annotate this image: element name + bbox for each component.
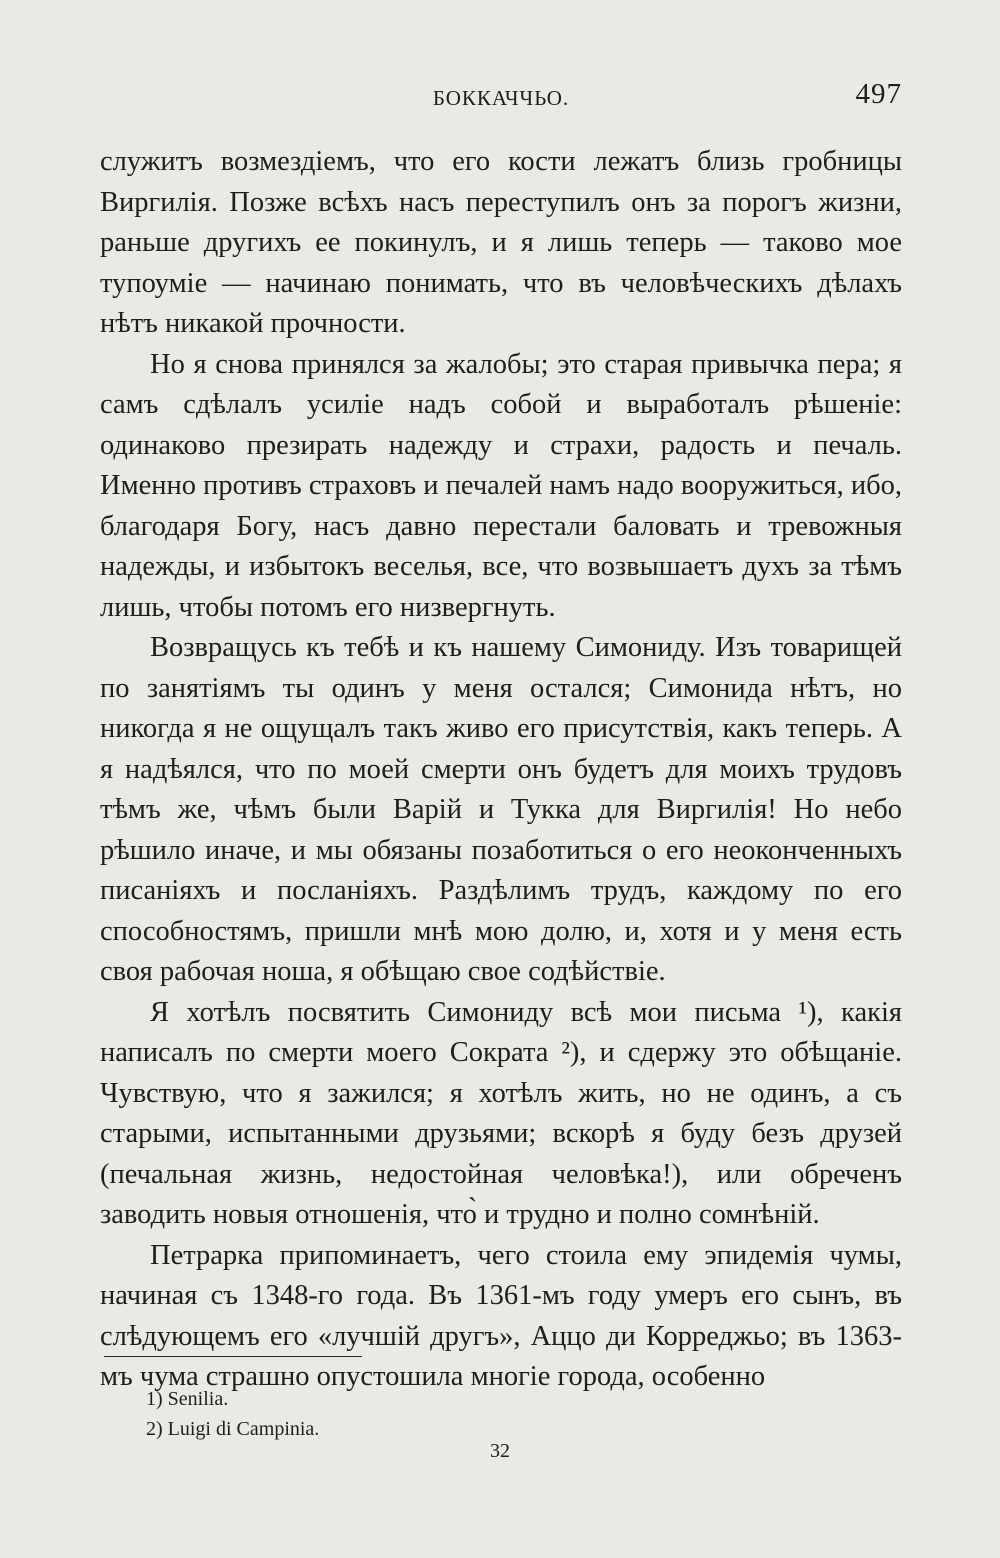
paragraph: Петрарка припоминаетъ, чего стоила ему эпидемія чумы, начиная съ 1348-го года. Въ 1361-мъ году умеръ его сынъ, въ слѣдующемъ его «лучшій другъ», Аццо ди Корреджьо; въ 1363-мъ чума страшно опустошила многіе города, особенно [100, 1239, 902, 1392]
page-number: 497 [855, 78, 902, 110]
paragraph: Но я снова принялся за жалобы; это старая привычка пера; я самъ сдѣлалъ усиліе надъ собой и выработалъ рѣшеніе: одинаково презирать надежду и страхи, радость и печаль. Именно противъ страховъ и печалей намъ надо вооружиться, ибо, благодаря Богу, насъ давно перестали баловать и тревожныя надежды, и избытокъ веселья, все, что возвышаетъ духъ за тѣмъ лишь, чтобы потомъ его низвергнуть. [100, 348, 902, 623]
running-head [100, 78, 902, 118]
footnote: 2) Luigi di Campinia. [146, 1418, 320, 1440]
paragraph: Я хотѣлъ посвятить Симониду всѣ мои письма ¹), какія написалъ по смерти моего Сократа ²), и сдержу это обѣщаніе. Чувствую, что я зажился; я хотѣлъ жить, но не одинъ, а съ старыми, испытанными друзьями; вскорѣ я буду безъ друзей (печальная жизнь, недостойная человѣка!), или обреченъ заводить новыя отношенія, что̀ и трудно и полно сомнѣній. [100, 996, 902, 1230]
body-text [100, 142, 902, 1398]
running-title: БОККАЧЧЬО. [432, 86, 570, 110]
paragraph-continued: служитъ возмездіемъ, что его кости лежатъ близь гробницы Виргилія. Позже всѣхъ насъ переступилъ онъ за порогъ жизни, раньше другихъ ее покинулъ, и я лишь теперь — таково мое тупоуміе — начинаю понимать, что въ человѣческихъ дѣлахъ нѣтъ никакой прочности. [100, 146, 902, 339]
footnotes [146, 1384, 746, 1444]
footnote-divider [104, 1356, 362, 1357]
printer-signature: 32 [490, 1440, 510, 1462]
footnote: 1) Senilia. [146, 1388, 229, 1410]
paragraph: Возвращусь къ тебѣ и къ нашему Симониду. Изъ товарищей по занятіямъ ты одинъ у меня остался; Симонида нѣтъ, но никогда я не ощущалъ такъ живо его присутствія, какъ теперь. А я надѣялся, что по моей смерти онъ будетъ для моихъ трудовъ тѣмъ же, чѣмъ были Варій и Тукка для Виргилія! Но небо рѣшило иначе, и мы обязаны позаботиться о его неоконченныхъ писаніяхъ и посланіяхъ. Раздѣлимъ трудъ, каждому по его способностямъ, пришли мнѣ мою долю, и, хотя и у меня есть своя рабочая ноша, я обѣщаю свое содѣйствіе. [100, 632, 902, 987]
